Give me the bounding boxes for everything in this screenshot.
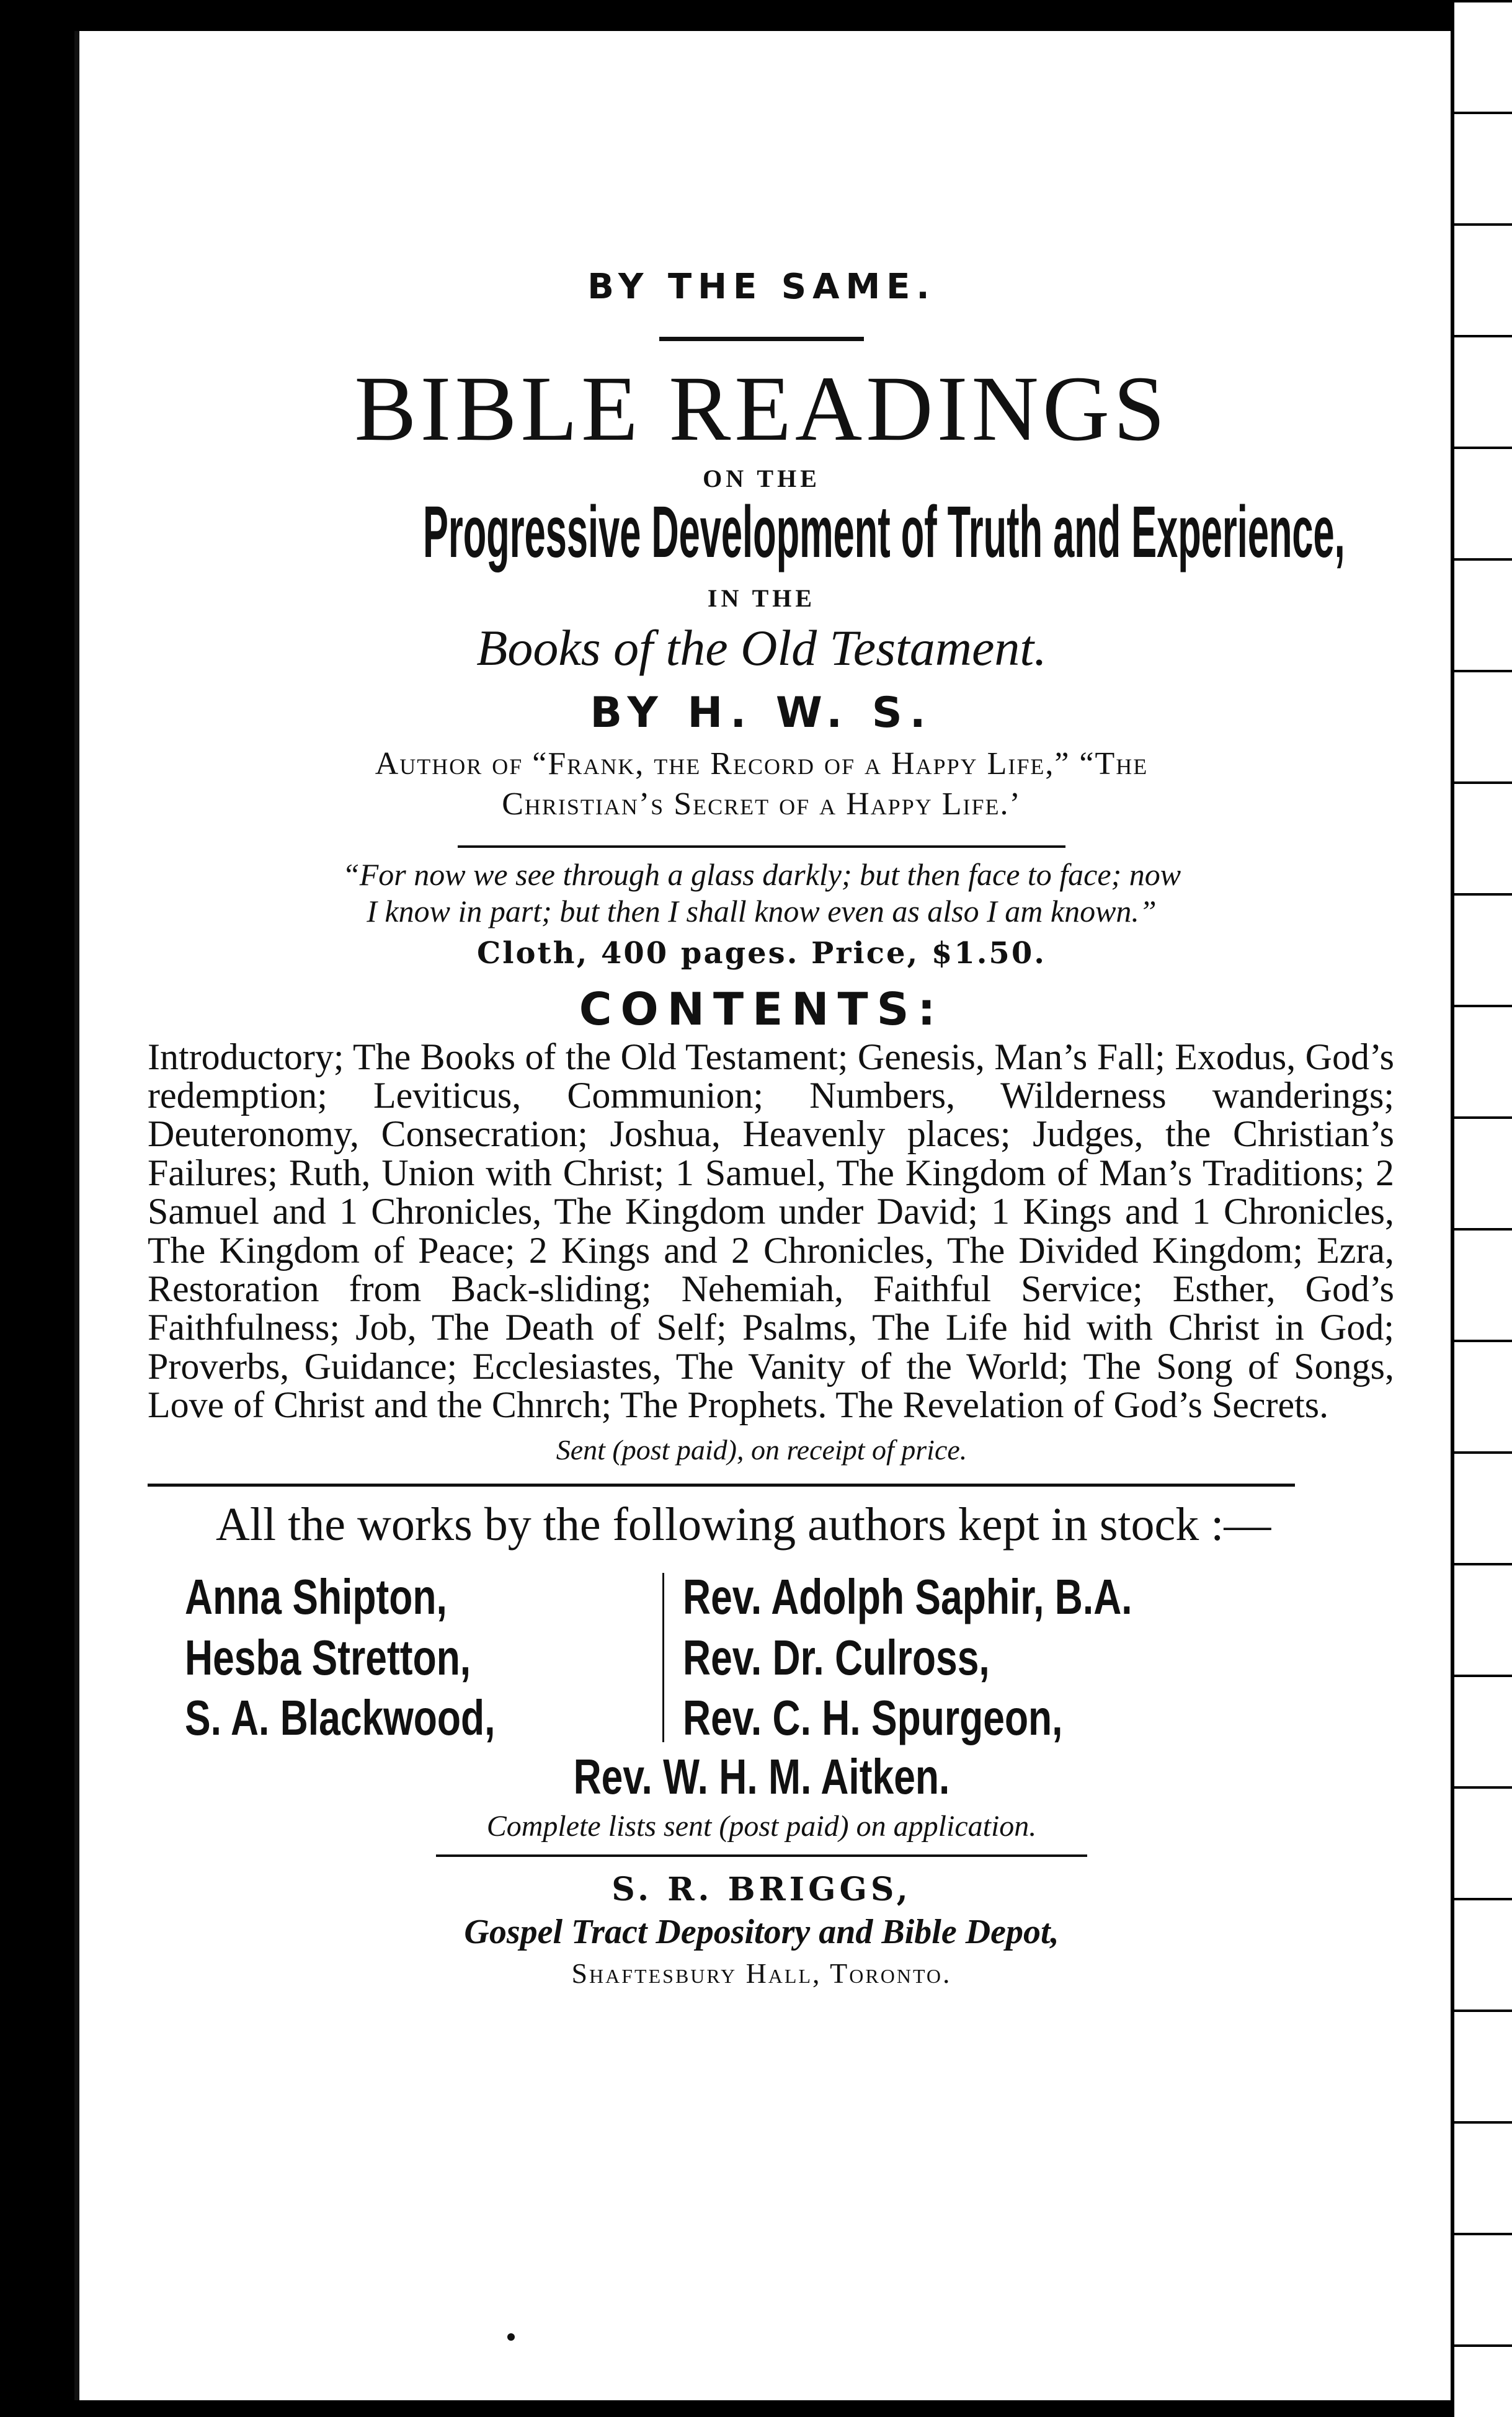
publisher-name: S. R. BRIGGS, — [611, 1870, 912, 1908]
divider-final — [436, 1854, 1087, 1857]
price-line: Cloth, 400 pages. Price, $1.50. — [477, 935, 1046, 971]
author-name: Anna Shipton, — [185, 1569, 447, 1625]
author-credits — [110, 744, 1413, 824]
print-speck — [507, 2333, 515, 2341]
scripture-quote — [110, 857, 1413, 930]
author-name: Hesba Stretton, — [185, 1629, 471, 1685]
authors-left-column — [185, 1567, 558, 1748]
author-name: S. A. Blackwood, — [185, 1690, 496, 1746]
advertisement — [110, 267, 1413, 1990]
books-of-old-testament: Books of the Old Testament. — [476, 619, 1047, 676]
quote-line-2: I know in part; but then I shall know even as also I am known.” — [367, 893, 1157, 928]
divider-full — [148, 1484, 1295, 1487]
by-the-same-heading: BY THE SAME. — [587, 267, 936, 307]
author-credits-line-2: Christian’s Secret of a Happy Life.’ — [502, 786, 1021, 822]
authors-divider — [662, 1573, 664, 1742]
divider-mid — [458, 845, 1065, 848]
authors-right-column — [683, 1567, 1132, 1748]
contents-list: Introductory; The Books of the Old Testament; Genesis, Man’s Fall; Exodus, God’s redemption; Leviticus, Communion; Numbers, Wilderness wanderings; Deuteronomy, Consecration; Joshua, Heavenly places; Judges, the Christian’s Failures; Ruth, Union with Christ; 1 Samuel, The Kingdom of Man’s Traditions; 2 Samuel and 1 Chronicles, The Kingdom under David; 1 Kings and 1 Chronicles, The Kingdom of Peace; 2 Kings and 2 Chronicles, The Divided Kingdom; Ezra, Restoration from Back-sliding; Nehemiah, Faithful Service; Esther, God’s Faithfulness; Job, The Death of Self; Psalms, The Life hid with Christ in God; Proverbs, Guidance; Ecclesiastes, The Vanity of the World; The Song of Songs, Love of Christ and the Chnrch; The Prophets. The Revelation of God’s Secrets. — [148, 1036, 1394, 1426]
author-aitken: Rev. W. H. M. Aitken. — [573, 1748, 950, 1804]
quote-line-1: “For now we see through a glass darkly; but then face to face; now — [342, 857, 1181, 892]
publisher-depot: Gospel Tract Depository and Bible Depot, — [464, 1912, 1059, 1951]
author-name: Rev. Dr. Culross, — [683, 1629, 990, 1685]
divider-short — [659, 337, 864, 341]
by-author-line: BY H. W. S. — [590, 688, 933, 737]
page — [74, 31, 1459, 2400]
sent-post-paid: Sent (post paid), on receipt of price. — [556, 1433, 967, 1466]
author-name: Rev. C. H. Spurgeon, — [683, 1690, 1063, 1746]
publisher-address: Shaftesbury Hall, Toronto. — [571, 1957, 952, 1989]
author-credits-line-1: Author of “Frank, the Record of a Happy Life,” “The — [375, 746, 1149, 781]
authors-list — [185, 1567, 1301, 1748]
book-subtitle: Progressive Development of Truth and Experience, — [423, 491, 1345, 573]
contents-heading: CONTENTS: — [579, 982, 945, 1035]
author-name: Rev. Adolph Saphir, B.A. — [683, 1569, 1132, 1625]
adjacent-page-edge — [1454, 0, 1512, 2417]
book-title: BIBLE READINGS — [354, 357, 1169, 460]
on-the-line: ON THE — [703, 465, 820, 492]
complete-lists-note: Complete lists sent (post paid) on application. — [486, 1809, 1037, 1843]
stock-intro: All the works by the following authors kept in stock :— — [216, 1498, 1271, 1551]
in-the-line: IN THE — [707, 584, 816, 612]
